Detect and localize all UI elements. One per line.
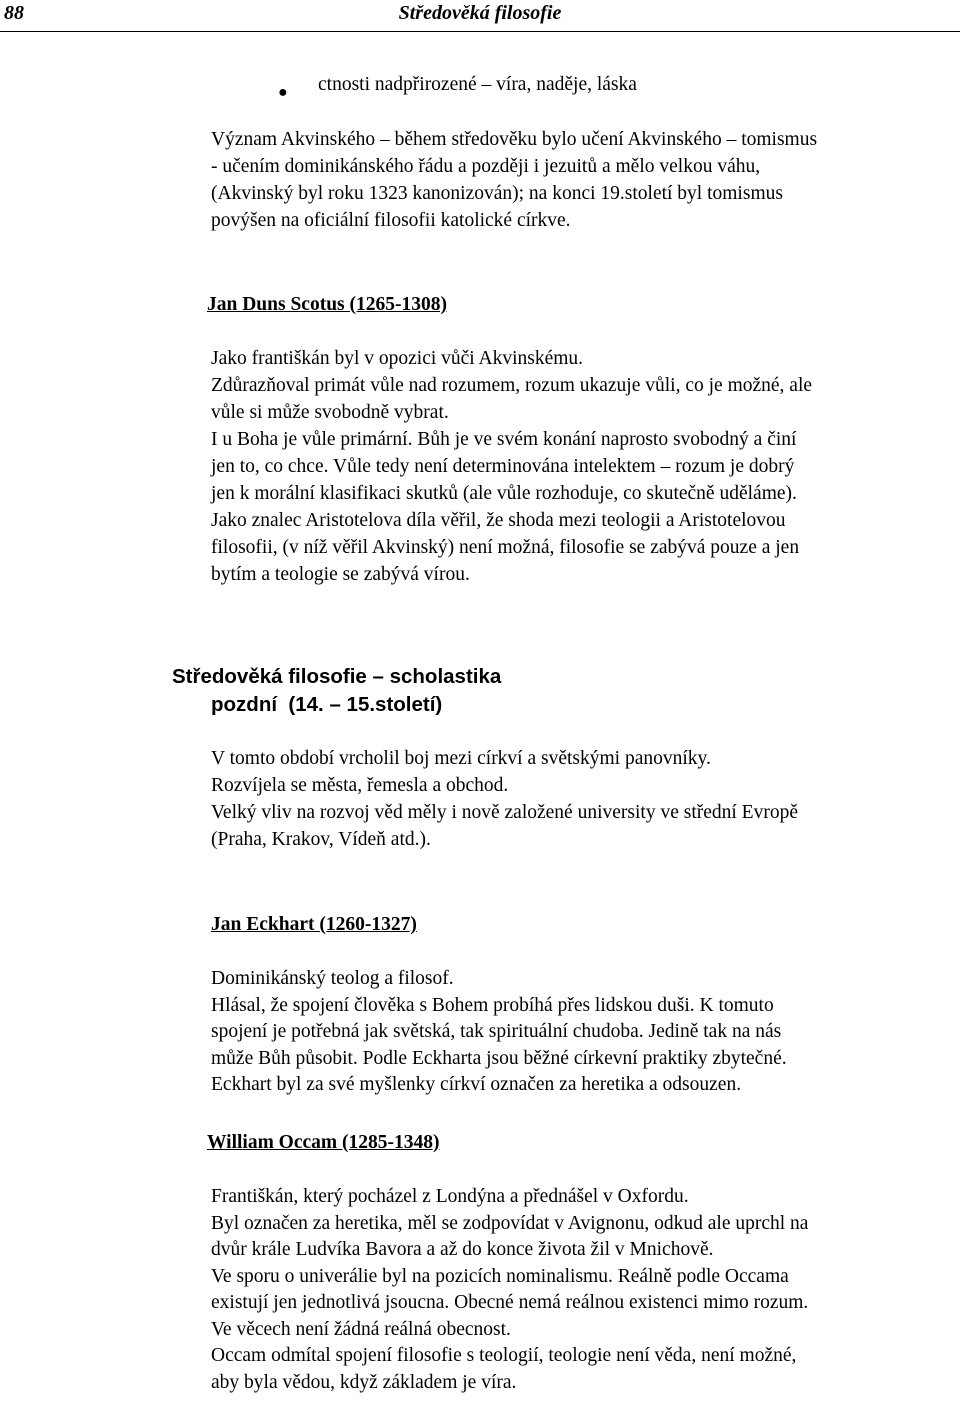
scotus-heading-wrap xyxy=(207,291,953,318)
paragraph-line: Rozvíjela se města, řemesla a obchod. xyxy=(211,775,509,796)
paragraph-line: může Bůh působit. Podle Eckharta jsou běžné církevní praktiky zbytečné. xyxy=(211,1047,787,1069)
paragraph-line: V tomto období vrcholil boj mezi církví a světskými panovníky. xyxy=(211,748,711,769)
paragraph-line: spojení je potřebná jak světská, tak spirituální chudoba. Jedině tak na nás xyxy=(211,1021,782,1042)
section-text xyxy=(211,745,957,853)
paragraph-line: (Praha, Krakov, Vídeň atd.). xyxy=(211,829,431,850)
paragraph-line: bytím a teologie se zabývá vírou. xyxy=(211,564,470,585)
paragraph-line: Jako znalec Aristotelova díla věřil, že shoda mezi teologii a Aristotelovou xyxy=(211,510,786,531)
paragraph-line: - učením dominikánského řádu a později i jezuitů a mělo velkou váhu, xyxy=(211,156,761,177)
paragraph-line: (Akvinský byl roku 1323 kanonizován); na konci 19.století byl tomismus xyxy=(211,183,783,204)
paragraph-line: Byl označen za heretika, měl se zodpovídat v Avignonu, odkud ale uprchl na xyxy=(211,1212,809,1234)
eckhart-heading: Jan Eckhart (1260-1327) xyxy=(211,914,417,935)
paragraph-line: Jako františkán byl v opozici vůči Akvinskému. xyxy=(211,348,584,369)
paragraph-line: filosofii, (v níž věřil Akvinský) není možná, filosofie se zabývá pouze a jen xyxy=(211,537,800,558)
occam-text xyxy=(211,1184,957,1396)
bullet-list xyxy=(318,71,918,98)
eckhart-text xyxy=(211,966,957,1099)
section-title: Středověká filosofie – scholastika xyxy=(172,665,502,688)
running-title: Středověká filosofie xyxy=(398,2,562,24)
paragraph-line: vůle si může svobodně vybrat. xyxy=(211,402,449,423)
paragraph-line: Dominikánský teolog a filosof. xyxy=(211,968,454,989)
paragraph-line: aby byla vědou, když základem je víra. xyxy=(211,1371,517,1393)
paragraph-line: Význam Akvinského – během středověku bylo učení Akvinského – tomismus xyxy=(211,129,818,150)
paragraph-line: dvůr krále Ludvíka Bavora a až do konce života žil v Mnichově. xyxy=(211,1239,714,1260)
paragraph-line: Ve sporu o univerálie byl na pozicích nominalismu. Reálně podle Occama xyxy=(211,1265,789,1287)
akvinsky-paragraph xyxy=(211,126,957,234)
page-header xyxy=(0,0,960,32)
paragraph-line: jen to, co chce. Vůle tedy není determinována intelektem – rozum je dobrý xyxy=(211,456,795,477)
paragraph-line: Hlásal, že spojení člověka s Bohem probíhá přes lidskou duši. K tomuto xyxy=(211,994,774,1016)
paragraph-line: Eckhart byl za své myšlenky církví označen za heretika a odsouzen. xyxy=(211,1074,742,1095)
paragraph-line: Františkán, který pocházel z Londýna a přednášel v Oxfordu. xyxy=(211,1186,689,1207)
paragraph-line: Ve věcech není žádná reálná obecnost. xyxy=(211,1318,511,1340)
bullet-item-text: ctnosti nadpřirozené – víra, naděje, láska xyxy=(318,74,637,95)
occam-heading-wrap xyxy=(207,1129,953,1156)
paragraph-line: existují jen jednotlivá jsoucna. Obecné nemá reálnou existenci mimo rozum. xyxy=(211,1292,809,1313)
bullet-icon: ● xyxy=(278,84,288,101)
paragraph-line: jen k morální klasifikaci skutků (ale vůle rozhoduje, co skutečně uděláme). xyxy=(211,483,797,504)
section-subtitle: pozdní (14. – 15.století) xyxy=(211,693,443,716)
scotus-text xyxy=(211,345,957,588)
paragraph-line: I u Boha je vůle primární. Bůh je ve svém konání naprosto svobodný a činí xyxy=(211,429,797,450)
paragraph-line: Zdůrazňoval primát vůle nad rozumem, rozum ukazuje vůli, co je možné, ale xyxy=(211,375,813,396)
scotus-heading: Jan Duns Scotus (1265-1308) xyxy=(207,294,447,315)
paragraph-line: povýšen na oficiální filosofii katolické církve. xyxy=(211,210,571,231)
page-number: 88 xyxy=(4,2,24,24)
occam-heading: William Occam (1285-1348) xyxy=(207,1132,440,1153)
eckhart-heading-wrap xyxy=(211,911,957,938)
paragraph-line: Velký vliv na rozvoj věd měly i nově založené university ve střední Evropě xyxy=(211,802,798,823)
paragraph-line: Occam odmítal spojení filosofie s teologií, teologie není věda, není možné, xyxy=(211,1345,797,1366)
